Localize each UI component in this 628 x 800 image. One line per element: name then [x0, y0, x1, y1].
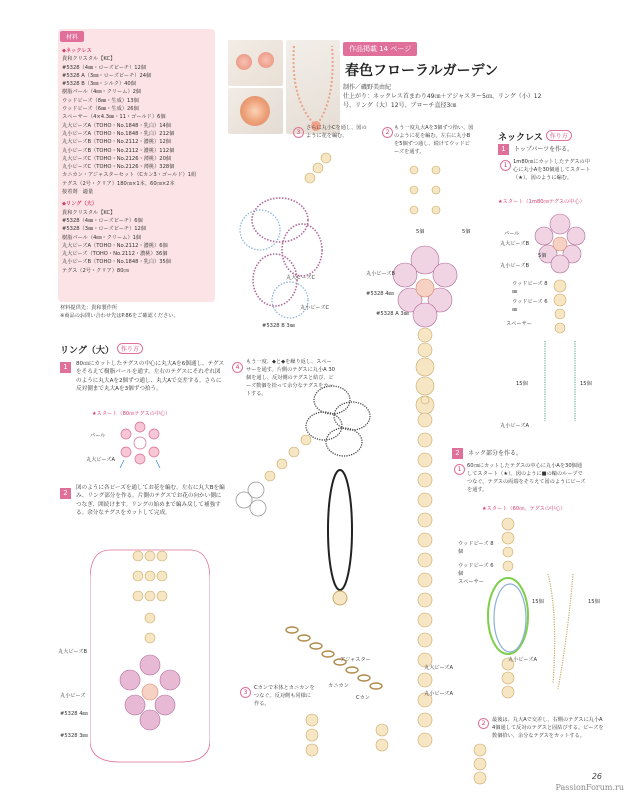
maruA-label: 丸大ビーズA — [424, 665, 454, 671]
necklace-material-item: 丸大ビーズA（TOHO・No.1848・乳白）14個 — [62, 122, 171, 129]
necklace-note2: 60㎝にカットしたテグスの中心に丸小Aを30個通してスタート（★）。図のように■の輪のループでつなぐ。テグスの両端をそろえて図のようにビーズを通す。 — [467, 463, 586, 493]
material-note — [60, 304, 220, 320]
ring-step2-diagram — [90, 540, 210, 765]
necklace-wood6b-label: ウッドビーズ 6個 — [458, 563, 494, 577]
ring-material-item: 丸大ビーズA（TOHO・No.2112・濃桃）6個 — [62, 242, 168, 249]
ring-material-item: #5328（3㎜・ローズピーチ）12個 — [62, 226, 147, 233]
necklace-material-item: 貴和クリスタル【KC】 — [62, 56, 116, 63]
necklace-maruBsmall-label: 丸小ビーズB — [500, 263, 530, 269]
credit: 制作／磯野美由紀 — [343, 84, 392, 91]
ring-material-item: 丸小ビーズB（TOHO・No.1848・乳白）35個 — [62, 259, 171, 266]
step4-circle: 4 — [232, 362, 243, 373]
ring-step1-number: 1 — [60, 362, 71, 373]
materials-list — [62, 47, 214, 275]
necklace-step1-number: 1 — [498, 144, 509, 155]
a3-label: #5328 A 3㎜ — [376, 311, 409, 317]
necklace-material-item: 樹脂パール（4㎜・クリーム）2個 — [62, 89, 142, 96]
ring-start-label: ★スタート（80㎝テグスの中心） — [92, 411, 171, 417]
necklace-step2-circle: 1 — [454, 464, 465, 475]
necklace-start2: ★スタート（60㎝、テグスの中心） — [482, 506, 566, 512]
ring-step1-text: 80㎝にカットしたテグスの中心に丸大Aを6個通し、テグスをそろえて樹脂パールを通す。左右のテグスにそれぞれ図のように丸大Aを2個ずつ通し、丸大Aで交差する。さらに反対側まで丸大Aを3個ずつ拾う。 — [76, 361, 225, 393]
necklace-photo — [286, 40, 340, 134]
necklace-section-title — [498, 125, 572, 144]
step4-note: もう一度、◆と◆を繰り返し、スペーサーを通す。片側のテグスに丸小A 30個を通し、反対側のテグスと結び、ビーズ数個を拾って余分なテグスをカットする。 — [246, 359, 335, 397]
material-note-line: ※商品のお問い合わせ先はP.86をご確認ください。 — [60, 313, 179, 319]
necklace-fifteen-left-2: 15個 — [532, 599, 544, 605]
page-reference-tag: 作品掲載 14 ページ — [343, 42, 417, 56]
page-title: 春色フローラルガーデン — [345, 63, 499, 79]
five-label-2: 5個 — [462, 229, 471, 235]
necklace-maruB-label: 丸大ビーズB — [500, 241, 530, 247]
materials-box — [58, 29, 215, 302]
necklace-material-item: #5328 A（3㎜・ローズピーチ）24個 — [62, 72, 152, 79]
necklace-material-item: カニカン・アジャスターセット（Cカン3・ゴールド）1組 — [62, 172, 197, 179]
necklace-material-item: #5328 B（3㎜・シルク）40個 — [62, 81, 136, 88]
necklace-maruAsmall-label: 丸小ビーズA — [500, 423, 530, 429]
necklace-maruAsmall-label-2: 丸小ビーズA — [508, 657, 538, 663]
maruA-small-label-2: 丸小ビーズA — [424, 691, 454, 697]
necklace-step1-diagram — [520, 206, 600, 436]
necklace-spacer2-label: スペーサー — [458, 579, 484, 585]
necklace-materials — [62, 55, 214, 196]
ring-material-item: 丸大ビーズ（TOHO・No.2112・濃桃）36個 — [62, 251, 168, 258]
ring-pearl-label: パール — [90, 433, 106, 439]
necklace-fifteen-right-2: 15個 — [588, 599, 600, 605]
ring-photo — [228, 88, 283, 134]
kanikan-label: カニカン — [328, 683, 349, 689]
l5328-4-label: #5328 4㎜ — [366, 291, 394, 297]
necklace-step2-circle2: 2 — [478, 718, 489, 729]
necklace-start1: ★スタート（1m80㎝テグスの中心） — [498, 199, 585, 205]
step2-note: もう一度丸大Aを3個ずつ拾い、図のように花を編む。左右に丸小Bを5個ずつ通し、続けてウッドビーズを通す。 — [394, 125, 474, 155]
necklace-title: ネックレス — [498, 133, 543, 143]
flower-diagram-1 — [230, 150, 350, 340]
necklace-fifteen-left: 15個 — [516, 381, 528, 387]
ring-step2-number: 2 — [60, 488, 71, 499]
ring-title: リング（大） — [60, 346, 114, 356]
ring-material-item: 貴和クリスタル【KC】 — [62, 209, 116, 216]
necklace-materials-heading: ◆ネックレス — [62, 48, 92, 54]
necklace-material-item: #5328（4㎜・ローズピーチ）12個 — [62, 64, 147, 71]
ring-step2-text: 図のように各ビーズを通してお花を編む。左右に丸大Bを編み、リング部分を作る。片側のテグスでお花の向かい側につなぎ、囲続けます。リングの始めまで編み戻して補強する。余分なテグスをカットして完成。 — [76, 485, 225, 517]
ring-materials-heading: ◆リング（大） — [62, 201, 98, 208]
ring-howto-badge: 作り方 — [117, 343, 143, 354]
necklace-material-item: 丸小ビーズC（TOHO・No.2126・薄桃）328個 — [62, 164, 175, 171]
necklace-five-label: 5個 — [538, 253, 547, 259]
neck-loop-diagram — [320, 460, 360, 610]
necklace-strand-center — [400, 390, 450, 770]
finish-size: 仕上がり：ネックレス首まわり49㎝＋アジャスター5㎝、リング（小）12号、リング（大）12号、ブローチ直径3㎝ — [343, 93, 542, 109]
ring-maru-label: 丸小ビーズ — [60, 693, 86, 699]
necklace-step2-number: 2 — [452, 448, 463, 459]
necklace-step1-title: トップパーツを作る。 — [514, 146, 574, 153]
necklace-wood8-label: ウッドビーズ 8㎜ — [512, 281, 548, 295]
ring-maruA-label: 丸大ビーズA — [86, 457, 116, 463]
maruB-small-label: 丸小ビーズB — [366, 271, 396, 277]
necklace-note1: 1m80㎝にカットしたテグスの中心に丸小Aを30個通してスタート（★）。図のように編む。 — [513, 159, 591, 181]
ring-section-title — [60, 338, 143, 357]
ring-5328-3-label: #5328 3㎜ — [60, 733, 88, 739]
ring-material-item: 樹脂パール（4㎜・クリーム）1個 — [62, 234, 142, 241]
chain-note: Cカンで本体とカニカンをつなぐ。反対側も同様に作る。 — [254, 685, 315, 707]
b3-label: #5328 B 3㎜ — [262, 323, 295, 329]
necklace-material-item: 丸小ビーズA（TOHO・No.1848・乳白）212個 — [62, 130, 175, 137]
necklace-wood6-label: ウッドビーズ 6㎜ — [512, 299, 548, 313]
necklace-material-item: 丸大ビーズB（TOHO・No.2112・濃桃）12個 — [62, 139, 171, 146]
maruC-label: 丸大ビーズC — [286, 275, 316, 281]
earring-photo — [228, 40, 283, 86]
ring-step1-diagram — [110, 418, 170, 468]
materials-tag: 材料 — [60, 31, 84, 42]
ring-maruB-label: 丸大ビーズB — [58, 649, 88, 655]
necklace-material-item: 接着剤 適量 — [62, 189, 94, 196]
step3-note: さらに丸小Cを通し、図のように花を編む。 — [306, 125, 367, 139]
ckan-label: Cカン — [356, 695, 370, 701]
five-label-1: 5個 — [416, 229, 425, 235]
step3-circle: 3 — [293, 127, 304, 138]
necklace-howto-badge: 作り方 — [546, 130, 572, 141]
necklace-spacer-label: スペーサー — [506, 321, 532, 327]
flower-diagram-2 — [390, 160, 480, 420]
step2-circle: 2 — [382, 127, 393, 138]
watermark: PassionForum.ru — [555, 783, 624, 792]
necklace-note3: 最後は、丸大Aで交差し、右側のテグスに丸小A 4個通して反対のテグスと固結びする。ビーズを数個拾い、余分なテグスをカットする。 — [492, 717, 604, 739]
necklace-photo-art — [286, 40, 340, 134]
necklace-material-item: スペーサー（4×4.3㎜・11・ゴールド）6個 — [62, 114, 166, 121]
ring-5328-4-label: #5328 4㎜ — [60, 711, 88, 717]
necklace-material-item: ウッドビーズ（6㎜・生成）26個 — [62, 106, 139, 113]
material-note-line: 材料提供先：貴和製作所 — [60, 305, 118, 311]
necklace-material-item: テグス（2号・クリア）180㎝×1本、60㎝×2本 — [62, 180, 175, 187]
necklace-wood8b-label: ウッドビーズ 8個 — [458, 541, 494, 555]
maruC-small-label: 丸小ビーズC — [300, 305, 330, 311]
ring-materials — [62, 209, 214, 275]
flower-diagram-3 — [224, 370, 394, 530]
necklace-material-item: ウッドビーズ（8㎜・生成）13個 — [62, 97, 139, 104]
necklace-step2-title: ネック部分を作る。 — [468, 450, 523, 457]
page-number: 26 — [591, 772, 602, 781]
necklace-step1-circle: 1 — [500, 160, 511, 171]
necklace-fifteen-right: 15個 — [580, 381, 592, 387]
chain-step3-circle: 3 — [240, 687, 251, 698]
necklace-end-diagram — [450, 740, 510, 790]
necklace-material-item: 丸大ビーズC（TOHO・No.2126・薄桃）20個 — [62, 155, 172, 162]
necklace-material-item: 丸小ビーズB（TOHO・No.2112・濃桃）112個 — [62, 147, 175, 154]
adjuster-label: アジャスター — [340, 657, 371, 663]
ring-material-item: #5328（4㎜・ローズピーチ）6個 — [62, 217, 143, 224]
ring-material-item: テグス（2号・クリア）80㎝ — [62, 267, 129, 274]
necklace-pearl-label: パール — [504, 231, 520, 237]
